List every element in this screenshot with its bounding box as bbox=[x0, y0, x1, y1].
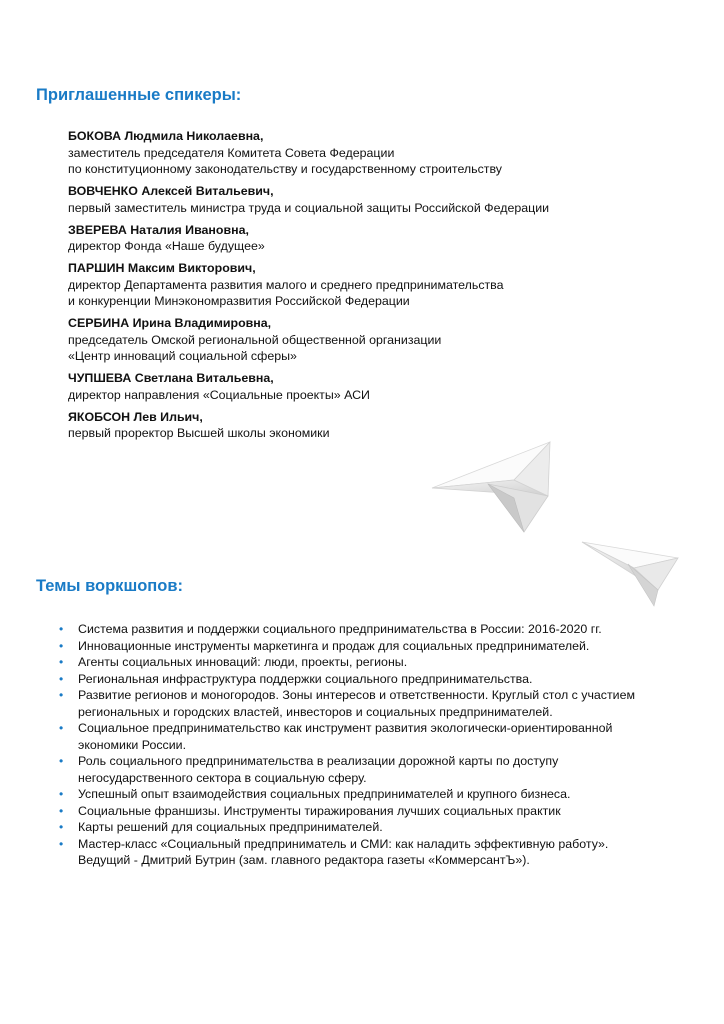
bullet-icon: • bbox=[59, 787, 64, 801]
workshop-topic bbox=[56, 819, 696, 836]
workshop-topic bbox=[56, 687, 696, 720]
workshop-topic-text: Роль социального предпринимательства в реализации дорожной карты по доступу bbox=[78, 754, 559, 768]
paper-plane-icon bbox=[578, 528, 682, 610]
speaker-position: заместитель председателя Комитета Совета Федерации bbox=[68, 145, 395, 160]
speaker-position: по конституционному законодательству и государственному строительству bbox=[68, 162, 502, 176]
speaker-name: ВОВЧЕНКО Алексей Витальевич, bbox=[68, 184, 274, 198]
speaker-position: директор Департамента развития малого и среднего предпринимательства bbox=[68, 277, 504, 292]
workshop-topic-text: экономики России. bbox=[78, 737, 187, 752]
speaker-entry bbox=[68, 128, 688, 178]
bullet-icon: • bbox=[59, 803, 64, 818]
speaker-entry bbox=[68, 409, 688, 442]
speaker-position: директор направления «Социальные проекты» АСИ bbox=[68, 387, 370, 402]
workshop-topic-text: Социальное предпринимательство как инструмент развития экологически-ориентированной bbox=[78, 721, 613, 735]
speaker-position: первый проректор Высшей школы экономики bbox=[68, 426, 330, 440]
workshop-topic-text: Успешный опыт взаимодействия социальных предпринимателей и крупного бизнеса. bbox=[78, 787, 571, 801]
speaker-name: ЗВЕРЕВА Наталия Ивановна, bbox=[68, 222, 249, 237]
workshop-topic bbox=[56, 720, 696, 753]
workshop-topic-text: Развитие регионов и моногородов. Зоны интересов и ответственности. Круглый стол с участием bbox=[78, 688, 636, 702]
speaker-name: СЕРБИНА Ирина Владимировна, bbox=[68, 316, 272, 330]
bullet-icon: • bbox=[59, 754, 64, 768]
speaker-entry bbox=[68, 315, 688, 365]
speaker-position: первый заместитель министра труда и социальной защиты Российской Федерации bbox=[68, 200, 550, 215]
workshop-topic-text: Система развития и поддержки социального предпринимательства в России: 2016-2020 гг. bbox=[78, 622, 602, 636]
speakers-heading: Приглашенные спикеры: bbox=[36, 86, 242, 104]
bullet-icon: • bbox=[59, 671, 64, 686]
speaker-position: председатель Омской региональной общественной организации bbox=[68, 332, 442, 347]
workshop-topic-text: Мастер-класс «Социальный предприниматель и СМИ: как наладить эффективную работу». bbox=[78, 836, 609, 851]
workshops-heading: Темы воркшопов: bbox=[36, 577, 183, 595]
workshop-topic-text: Региональная инфраструктура поддержки социального предпринимательства. bbox=[78, 671, 533, 686]
speaker-entry bbox=[68, 222, 688, 255]
speaker-position: и конкуренции Минэкономразвития Российской Федерации bbox=[68, 294, 410, 308]
speakers-list bbox=[68, 128, 688, 447]
workshop-topic-text: Агенты социальных инноваций: люди, проекты, регионы. bbox=[78, 655, 408, 669]
bullet-icon: • bbox=[59, 688, 64, 702]
speaker-entry bbox=[68, 183, 688, 216]
speaker-position: «Центр инноваций социальной сферы» bbox=[68, 349, 297, 363]
speaker-position: директор Фонда «Наше будущее» bbox=[68, 239, 265, 253]
workshop-topic bbox=[56, 671, 696, 688]
speaker-name: ПАРШИН Максим Викторович, bbox=[68, 261, 256, 275]
speaker-entry bbox=[68, 370, 688, 403]
workshop-topic bbox=[56, 836, 696, 869]
bullet-icon: • bbox=[59, 655, 64, 669]
bullet-icon: • bbox=[59, 721, 64, 735]
bullet-icon: • bbox=[59, 836, 64, 851]
workshop-topic-text: региональных и городских властей, инвесторов и социальных предпринимателей. bbox=[78, 704, 553, 719]
speaker-name: БОКОВА Людмила Николаевна, bbox=[68, 129, 264, 143]
paper-plane-icon bbox=[428, 438, 556, 538]
workshop-topic bbox=[56, 753, 696, 786]
workshop-topics-list bbox=[56, 621, 696, 869]
workshop-topic-text: Карты решений для социальных предпринимателей. bbox=[78, 820, 383, 834]
speaker-name: ЯКОБСОН Лев Ильич, bbox=[68, 409, 203, 424]
bullet-icon: • bbox=[59, 622, 64, 636]
speaker-name: ЧУПШЕВА Светлана Витальевна, bbox=[68, 371, 274, 385]
bullet-icon: • bbox=[59, 638, 64, 653]
workshop-topic bbox=[56, 786, 696, 803]
workshop-topic-text: Социальные франшизы. Инструменты тиражирования лучших социальных практик bbox=[78, 803, 561, 818]
workshop-topic bbox=[56, 803, 696, 820]
workshop-topic bbox=[56, 638, 696, 655]
workshop-topic-text: Ведущий - Дмитрий Бутрин (зам. главного редактора газеты «КоммерсантЪ»). bbox=[78, 853, 530, 867]
workshop-topic-text: Инновационные инструменты маркетинга и продаж для социальных предпринимателей. bbox=[78, 638, 590, 653]
workshop-topic bbox=[56, 621, 696, 638]
bullet-icon: • bbox=[59, 820, 64, 834]
workshop-topic bbox=[56, 654, 696, 671]
speaker-entry bbox=[68, 260, 688, 310]
workshop-topic-text: негосударственного сектора в социальную сферу. bbox=[78, 770, 367, 785]
